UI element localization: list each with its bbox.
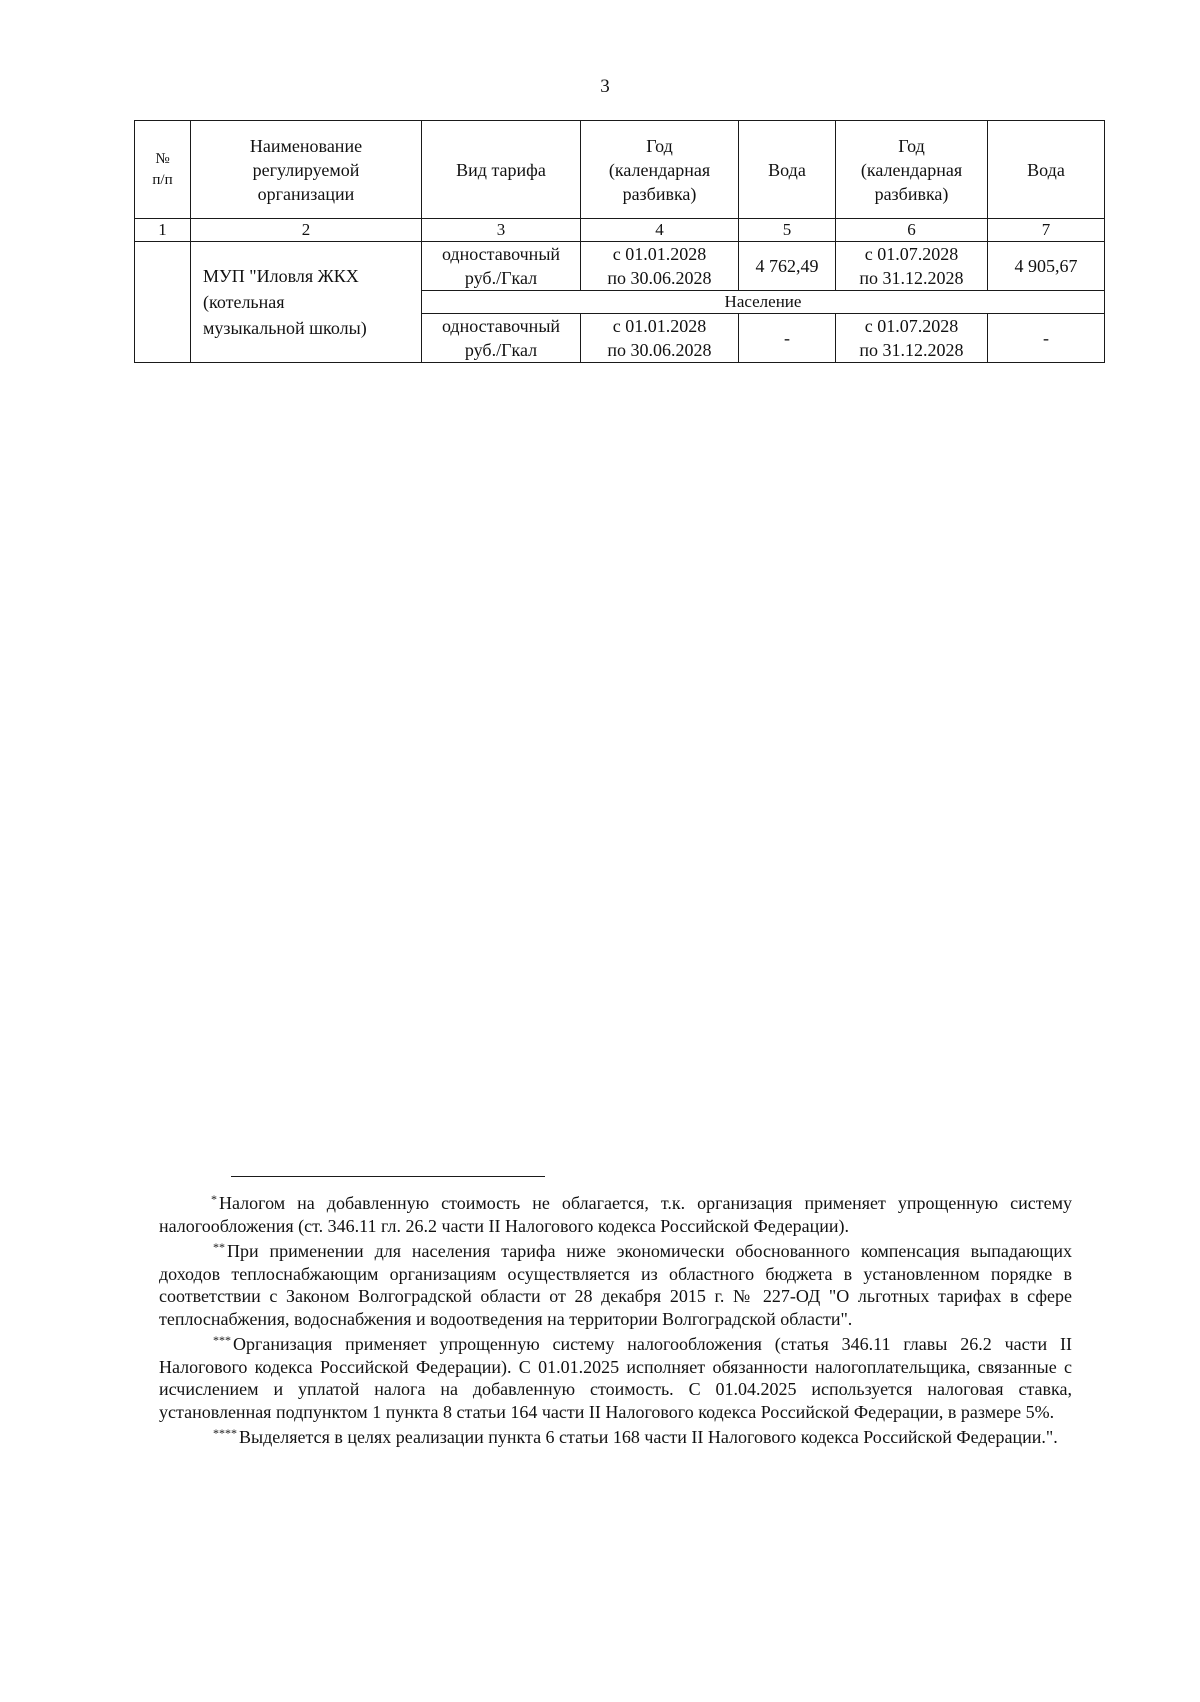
header-year-line: (календарная xyxy=(860,159,963,180)
period-cell xyxy=(836,314,988,363)
tariff-type-line: одноставочный xyxy=(441,316,561,336)
tariff-table xyxy=(134,120,1105,363)
tariff-unit-line: руб./Гкал xyxy=(464,268,538,288)
row-number-cell xyxy=(135,242,191,363)
header-org xyxy=(191,121,422,219)
footnote-separator xyxy=(231,1176,545,1177)
period-end: по 30.06.2028 xyxy=(607,340,712,360)
column-number: 2 xyxy=(191,219,422,242)
header-num xyxy=(135,121,191,219)
header-year-line: Год xyxy=(646,135,673,156)
period-end: по 31.12.2028 xyxy=(859,340,964,360)
header-org-line: регулируемой xyxy=(252,159,360,180)
footnote-1 xyxy=(159,1192,1072,1237)
period-start: с 01.07.2028 xyxy=(864,244,959,264)
organization-name-line: МУП "Иловля ЖКХ xyxy=(203,266,359,286)
footnote-marker: **** xyxy=(213,1426,237,1440)
header-year-line: разбивка) xyxy=(622,183,697,204)
table-header-row xyxy=(135,121,1105,219)
period-start: с 01.07.2028 xyxy=(864,316,959,336)
header-num-line: п/п xyxy=(152,171,173,188)
tariff-value-cell: - xyxy=(988,314,1105,363)
footnote-text: При применении для населения тарифа ниже экономически обоснованного компенсация выпадающих доходов теплоснабжающим организациям осуществляется из областного бюджета в установленном порядке в соответствии с Законом Волгоградской области от 28 декабря 2015 г. № 227-ОД "О льготных тарифах в сфере теплоснабжения, водоснабжения и водоотведения на территории Волгоградской области". xyxy=(159,1241,1072,1329)
column-number: 4 xyxy=(581,219,739,242)
period-start: с 01.01.2028 xyxy=(612,316,707,336)
tariff-type-cell xyxy=(422,314,581,363)
column-number-row xyxy=(135,219,1105,242)
period-cell xyxy=(581,314,739,363)
period-cell xyxy=(836,242,988,291)
column-number: 3 xyxy=(422,219,581,242)
tariff-unit-line: руб./Гкал xyxy=(464,340,538,360)
footnote-marker: ** xyxy=(213,1240,225,1254)
footnote-4 xyxy=(159,1426,1072,1449)
tariff-type-line: одноставочный xyxy=(441,244,561,264)
period-end: по 30.06.2028 xyxy=(607,268,712,288)
footnote-2 xyxy=(159,1240,1072,1330)
header-num-line: № xyxy=(155,150,170,167)
column-number: 6 xyxy=(836,219,988,242)
header-water-2: Вода xyxy=(988,121,1105,219)
header-org-line: организации xyxy=(257,183,355,204)
footnote-text: Выделяется в целях реализации пункта 6 статьи 168 части II Налогового кодекса Российской Федерации.". xyxy=(239,1427,1058,1447)
period-end: по 31.12.2028 xyxy=(859,268,964,288)
tariff-value-cell: - xyxy=(739,314,836,363)
header-water-1: Вода xyxy=(739,121,836,219)
footnote-text: Организация применяет упрощенную систему налогообложения (статья 346.11 главы 26.2 части II Налогового кодекса Российской Федерации). С 01.01.2025 исполняет обязанности налогоплательщика, связанные с исчислением и уплатой налога на добавленную стоимость. С 01.04.2025 используется налоговая ставка, установленная подпунктом 1 пункта 8 статьи 164 части II Налогового кодекса Российской Федерации, в размере 5%. xyxy=(159,1334,1072,1422)
organization-name-line: музыкальной школы) xyxy=(203,318,367,338)
period-start: с 01.01.2028 xyxy=(612,244,707,264)
header-org-line: Наименование xyxy=(249,135,363,156)
footnote-3 xyxy=(159,1333,1072,1423)
tariff-value-cell: 4 762,49 xyxy=(739,242,836,291)
organization-name-line: (котельная xyxy=(203,292,285,312)
header-year-2 xyxy=(836,121,988,219)
column-number: 5 xyxy=(739,219,836,242)
organization-name-cell xyxy=(191,242,422,363)
footnote-marker: *** xyxy=(213,1333,231,1347)
column-number: 1 xyxy=(135,219,191,242)
header-year-1 xyxy=(581,121,739,219)
table-row xyxy=(135,242,1105,291)
period-cell xyxy=(581,242,739,291)
header-year-line: (календарная xyxy=(608,159,711,180)
column-number: 7 xyxy=(988,219,1105,242)
header-year-line: Год xyxy=(898,135,925,156)
page-number: 3 xyxy=(600,76,610,97)
header-year-line: разбивка) xyxy=(874,183,949,204)
header-tariff-type: Вид тарифа xyxy=(422,121,581,219)
footnote-marker: * xyxy=(211,1192,217,1206)
footnotes xyxy=(159,1192,1072,1452)
footnote-text: Налогом на добавленную стоимость не облагается, т.к. организация применяет упрощенную систему налогообложения (ст. 346.11 гл. 26.2 части II Налогового кодекса Российской Федерации). xyxy=(159,1193,1072,1236)
tariff-type-cell xyxy=(422,242,581,291)
population-subheader: Население xyxy=(422,291,1105,314)
tariff-value-cell: 4 905,67 xyxy=(988,242,1105,291)
